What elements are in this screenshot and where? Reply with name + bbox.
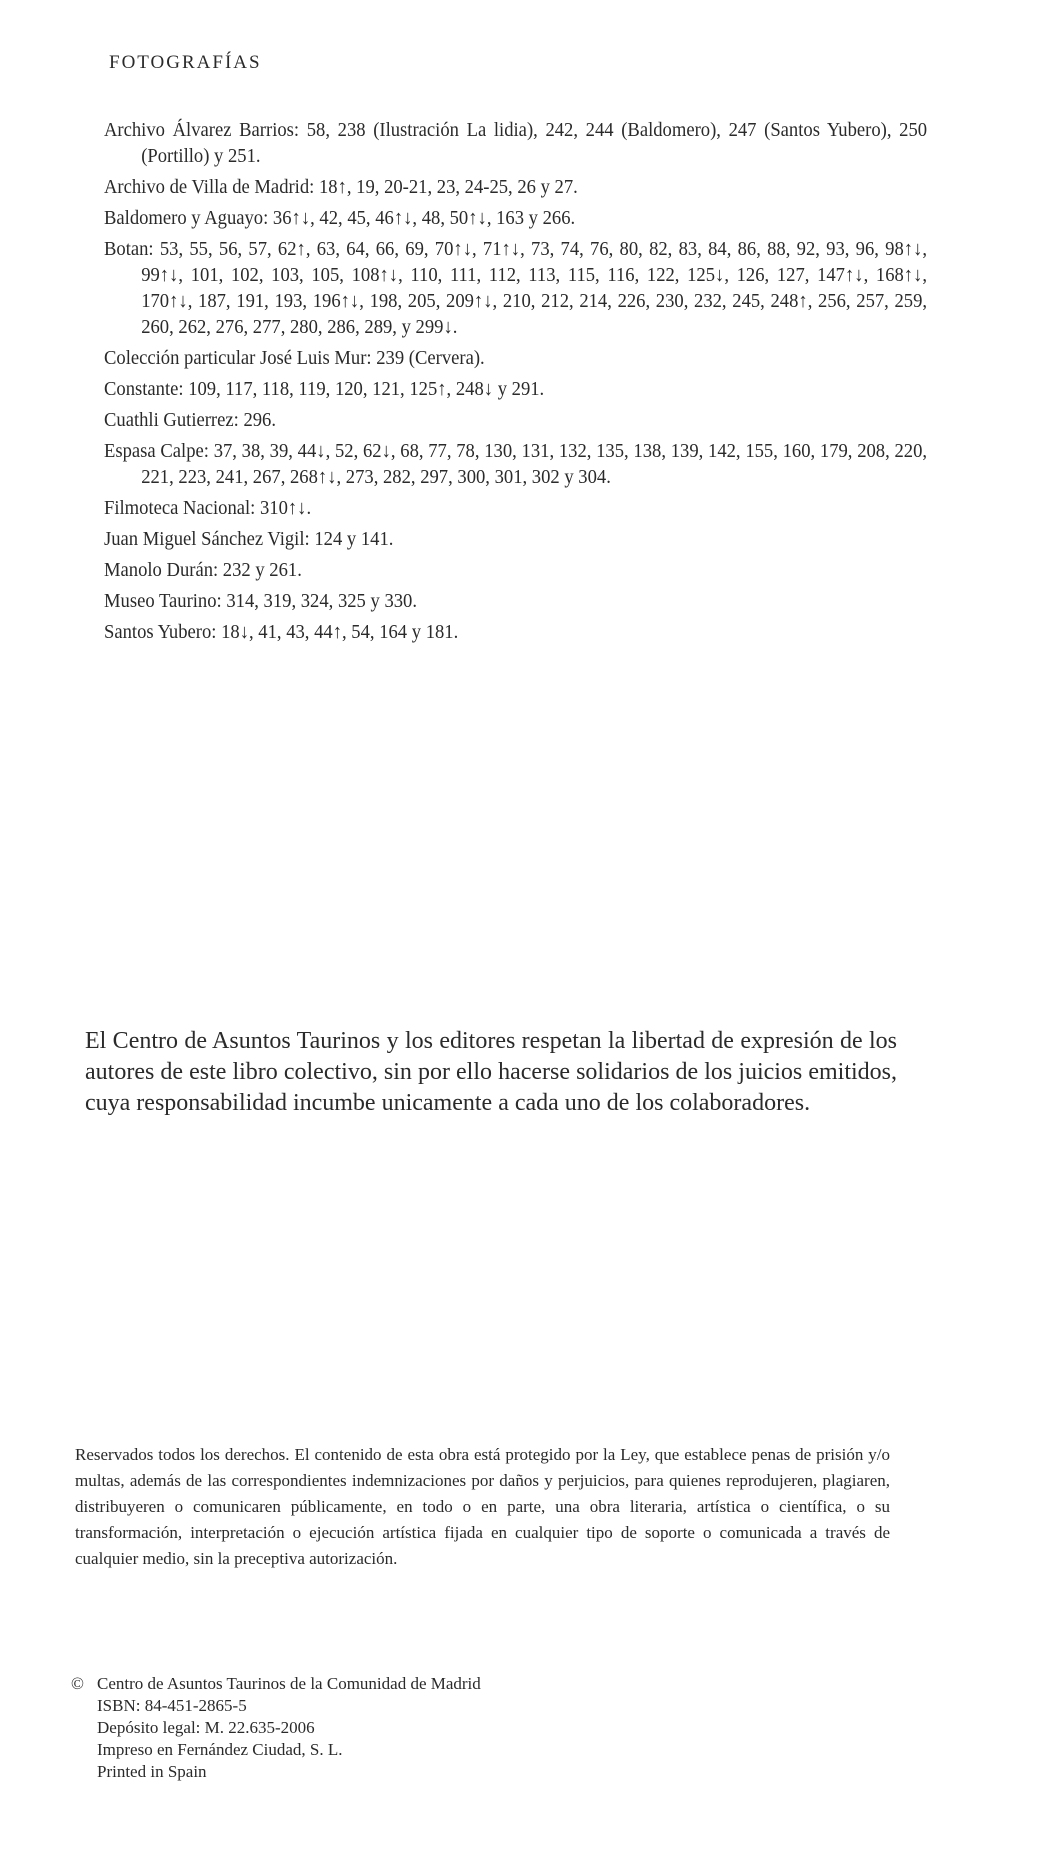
credit-entry: Archivo Álvarez Barrios: 58, 238 (Ilustración La lidia), 242, 244 (Baldomero), 247 (Santos Yubero), 250 (Portillo) y 251. (104, 119, 928, 167)
rights-reserved-paragraph: Reservados todos los derechos. El contenido de esta obra está protegido por la Ley, que establece penas de prisión y/o multas, además de las correspondientes indemnizaciones por daños y perjuicios, para quienes reprodujeren, plagiaren, distribuyeren o comunicaren públicamente, en todo o en parte, una obra literaria, artística o científica, o su transformación, interpretación o ejecución artística fijada en cualquier tipo de soporte o comunicada a través de cualquier medio, sin la preceptiva autorización. (75, 1445, 890, 1568)
isbn: ISBN: 84-451-2865-5 (97, 1696, 247, 1715)
credit-entry: Cuathli Gutierrez: 296. (104, 409, 277, 431)
credit-entry: Botan: 53, 55, 56, 57, 62↑, 63, 64, 66, 69, 70↑↓, 71↑↓, 73, 74, 76, 80, 82, 83, 84, 86, 88, 92, 93, 96, 98↑↓, 99↑↓, 101, 102, 103, 105, 108↑↓, 110, 111, 112, 113, 115, 116, 122, 125↓, 126, 127, 147↑↓, 168↑↓, 170↑↓, 187, 191, 193, 196↑↓, 198, 205, 209↑↓, 210, 212, 214, 226, 230, 232, 245, 248↑, 256, 257, 259, 260, 262, 276, 277, 280, 286, 289, y 299↓. (104, 238, 928, 338)
credit-entry: Constante: 109, 117, 118, 119, 120, 121, 125↑, 248↓ y 291. (104, 378, 545, 400)
credit-entry: Colección particular José Luis Mur: 239 (Cervera). (104, 347, 485, 369)
publisher-name: Centro de Asuntos Taurinos de la Comunidad de Madrid (97, 1674, 481, 1693)
legal-deposit: Depósito legal: M. 22.635-2006 (97, 1718, 315, 1737)
credit-entry: Juan Miguel Sánchez Vigil: 124 y 141. (104, 528, 394, 550)
credit-entry: Baldomero y Aguayo: 36↑↓, 42, 45, 46↑↓, 48, 50↑↓, 163 y 266. (104, 207, 576, 229)
section-heading: FOTOGRAFÍAS (109, 52, 262, 73)
credit-entry: Filmoteca Nacional: 310↑↓. (104, 497, 312, 519)
printer: Impreso en Fernández Ciudad, S. L. (97, 1740, 343, 1759)
credit-entry: Archivo de Villa de Madrid: 18↑, 19, 20-21, 23, 24-25, 26 y 27. (104, 176, 578, 198)
credit-entry: Santos Yubero: 18↓, 41, 43, 44↑, 54, 164 y 181. (104, 621, 459, 643)
disclaimer-paragraph: El Centro de Asuntos Taurinos y los editores respetan la libertad de expresión de los autores de este libro colectivo, sin por ello hacerse solidarios de los juicios emitidos, cuya responsabilidad incumbe unicamente a cada uno de los colaboradores. (85, 1028, 897, 1116)
credit-entry: Museo Taurino: 314, 319, 324, 325 y 330. (104, 590, 418, 612)
imprint-publisher (71, 1673, 481, 1695)
credit-entry: Espasa Calpe: 37, 38, 39, 44↓, 52, 62↓, 68, 77, 78, 130, 131, 132, 135, 138, 139, 142, 155, 160, 179, 208, 220, 221, 223, 241, 267, 268↑↓, 273, 282, 297, 300, 301, 302 y 304. (104, 440, 928, 488)
credit-entry: Manolo Durán: 232 y 261. (104, 559, 302, 581)
imprint-block (71, 1673, 481, 1783)
copyright-icon: © (71, 1674, 84, 1693)
photo-credits-list (104, 117, 927, 650)
printed-in: Printed in Spain (97, 1762, 207, 1781)
